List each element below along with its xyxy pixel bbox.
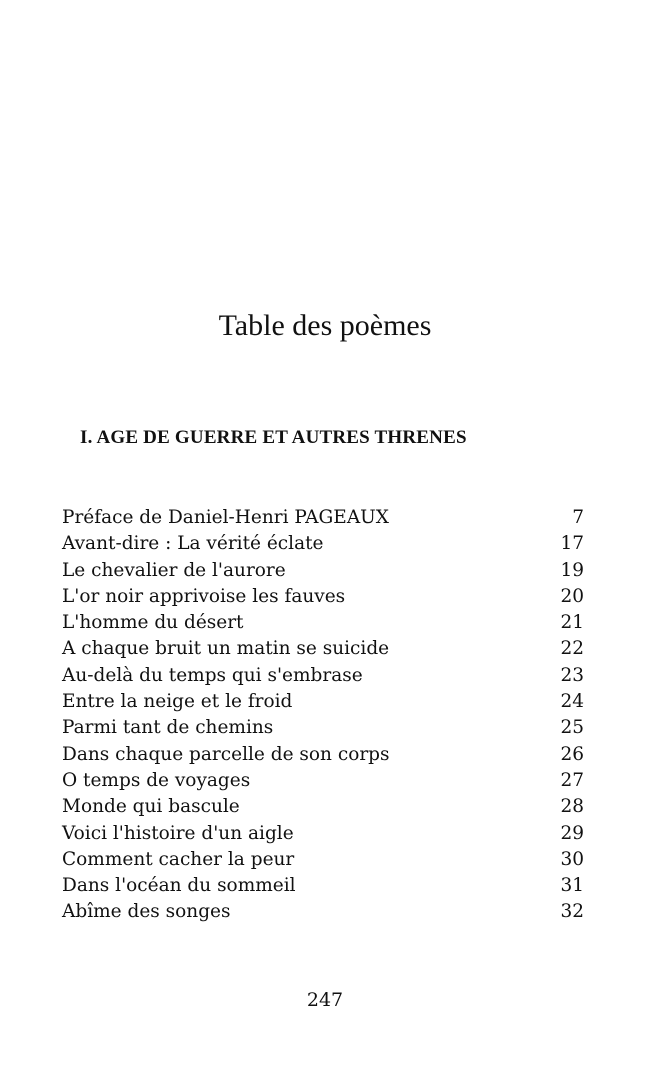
toc-entry-title: Avant-dire : La vérité éclate [62, 533, 324, 555]
toc-entry-title: Le chevalier de l'aurore [62, 559, 286, 581]
toc-entry-title: Entre la neige et le froid [62, 691, 293, 713]
section-heading: I. AGE DE GUERRE ET AUTRES THRENES [80, 427, 467, 448]
toc-entry-title: A chaque bruit un matin se suicide [62, 638, 390, 660]
toc-entry-title: Dans chaque parcelle de son corps [62, 743, 390, 765]
toc-entry-title: L'or noir apprivoise les fauves [62, 585, 346, 607]
toc-entry-title: Voici l'histoire d'un aigle [62, 822, 294, 844]
toc-entry-page: 23 [560, 664, 584, 686]
toc-entry-page: 26 [560, 743, 584, 765]
toc-entry [62, 505, 584, 531]
toc-entry-page: 21 [560, 612, 584, 634]
toc-entry-page: 28 [560, 796, 584, 818]
toc-entry [62, 794, 584, 820]
toc-entry [62, 636, 584, 662]
toc-entry-page: 29 [560, 822, 584, 844]
toc-entry-page: 32 [560, 901, 584, 923]
toc-entry [62, 899, 584, 925]
toc-entry [62, 873, 584, 899]
toc-entry [62, 531, 584, 557]
toc-entry [62, 610, 584, 636]
toc-entry-page: 30 [560, 848, 584, 870]
toc-entry-page: 17 [560, 533, 584, 555]
toc-entry [62, 847, 584, 873]
table-of-contents [62, 505, 584, 926]
toc-entry-page: 25 [560, 717, 584, 739]
toc-entry-title: Préface de Daniel-Henri PAGEAUX [62, 507, 389, 528]
toc-entry-page: 22 [560, 638, 584, 660]
toc-entry-page: 24 [560, 691, 584, 713]
toc-entry-title: Comment cacher la peur [62, 848, 295, 870]
toc-entry [62, 558, 584, 584]
toc-entry [62, 715, 584, 741]
toc-entry-page: 20 [560, 585, 584, 607]
toc-entry [62, 742, 584, 768]
toc-entry-title: Parmi tant de chemins [62, 717, 274, 739]
toc-entry [62, 768, 584, 794]
toc-entry-page: 19 [560, 559, 584, 581]
toc-entry-title: O temps de voyages [62, 769, 251, 791]
toc-entry-page: 7 [572, 507, 584, 528]
toc-entry-page: 27 [560, 769, 584, 791]
toc-entry [62, 821, 584, 847]
toc-entry [62, 689, 584, 715]
toc-entry [62, 663, 584, 689]
toc-entry-title: L'homme du désert [62, 612, 244, 634]
toc-entry-title: Monde qui bascule [62, 796, 240, 818]
toc-entry-title: Au-delà du temps qui s'embrase [62, 664, 363, 686]
toc-entry-title: Abîme des songes [62, 901, 231, 923]
toc-entry-title: Dans l'océan du sommeil [62, 875, 296, 897]
page-title: Table des poèmes [218, 309, 432, 342]
toc-entry [62, 584, 584, 610]
toc-entry-page: 31 [560, 875, 584, 897]
page-number: 247 [306, 989, 344, 1011]
